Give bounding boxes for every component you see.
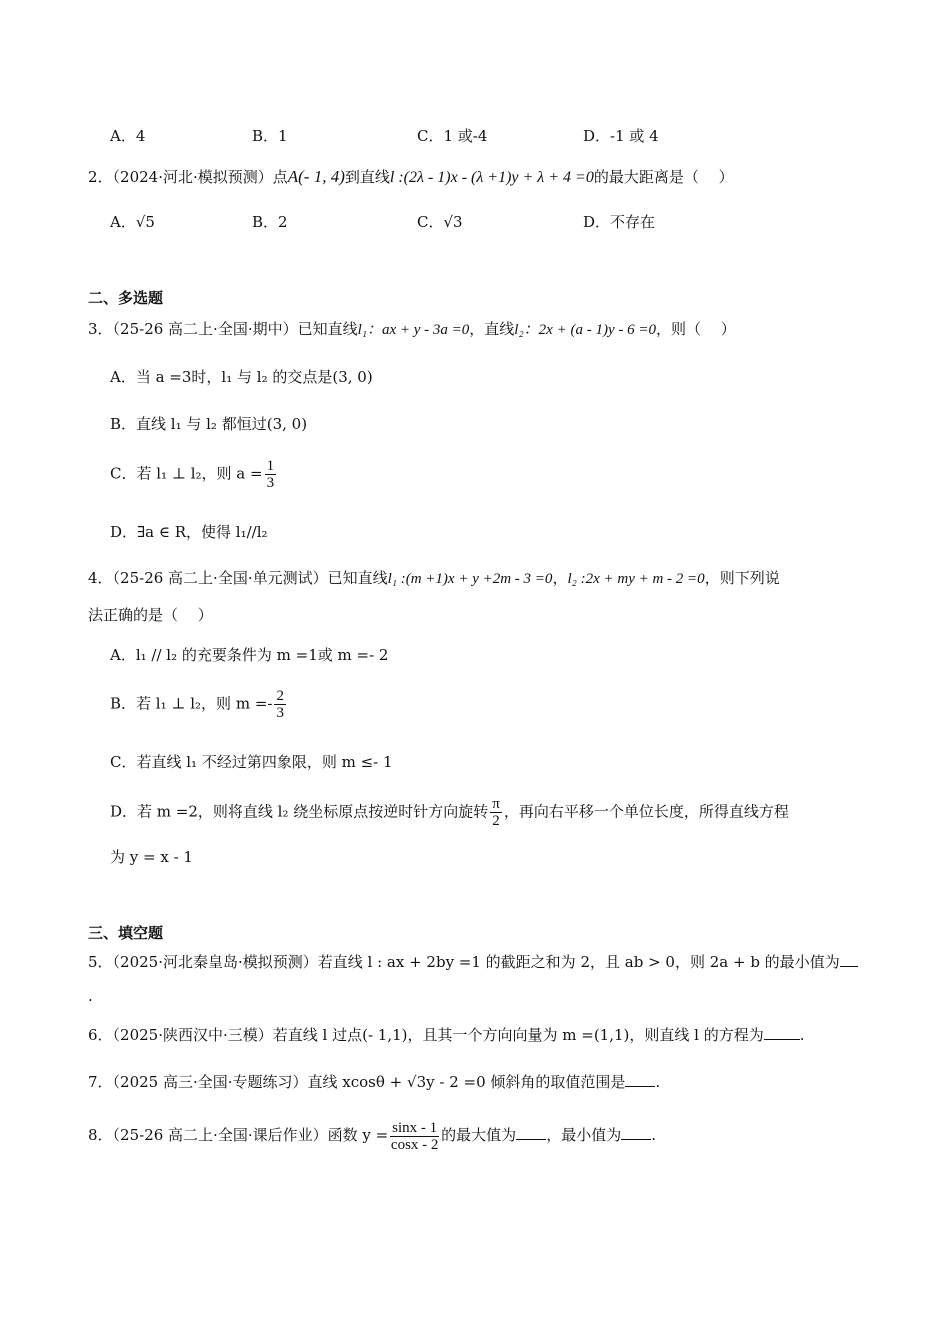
q1-option-d: D．-1 或 4	[583, 127, 659, 145]
q7-answer-blank[interactable]	[625, 1072, 655, 1087]
q8-stem: 8．（25-26 高二上·全国·课后作业）函数 y = $\frac{\sin x - 1}{\cos x - 2}$ 的最大值为 ，最小值为 .	[88, 1119, 656, 1153]
q5-answer-blank[interactable]	[840, 952, 858, 967]
q3-option-c: C．若 l₁ ⊥ l₂，则 a = $\frac{1}{3}$	[110, 458, 275, 491]
section-title-fill-blank: 三、填空题	[88, 924, 164, 942]
q4-option-a: A．l₁ // l₂ 的充要条件为 m =1或 m =- 2	[110, 646, 389, 664]
q4-option-d-line2: 为 y = x - 1	[110, 848, 193, 866]
q2-option-a: A．√5	[110, 213, 155, 231]
section-title-multi-choice: 二、多选题	[88, 289, 164, 307]
q4-stem-line2: 法正确的是（ ）	[88, 606, 213, 624]
q1-option-a: A．4	[110, 127, 146, 145]
q5-stem: 5．（2025·河北秦皇岛·模拟预测）若直线 l : ax + 2by =1 的截距之和为 2，且 ab > 0，则 2a + b 的最小值为	[88, 952, 858, 972]
q5-tail: .	[88, 987, 93, 1005]
q8-fraction: $\frac{\sin x - 1}{\cos x - 2}$	[390, 1119, 439, 1153]
q4-stem: 4．（25-26 高二上·全国·单元测试）已知直线l₁ :(m +1)x + y +2m - 3 =0，l₂ :2x + my + m - 2 =0，则下列说	[88, 569, 780, 587]
q6-answer-blank[interactable]	[764, 1025, 800, 1040]
q2-option-d: D．不存在	[583, 213, 656, 231]
q1-option-c: C．1 或-4	[417, 127, 488, 145]
q4-option-c: C．若直线 l₁ 不经过第四象限，则 m ≤- 1	[110, 753, 393, 771]
q4-b-fraction: $\frac{2}{3}$	[276, 688, 284, 721]
q1-option-b: B．1	[252, 127, 288, 145]
q2-option-b: B．2	[252, 213, 288, 231]
q4-d-fraction: $\frac{\pi}{2}$	[492, 796, 500, 829]
q3-stem: 3．（25-26 高二上·全国·期中）已知直线l₁：ax + y - 3a =0，直线l₂：2x + (a - 1)y - 6 =0，则（ ）	[88, 320, 736, 338]
q8-max-blank[interactable]	[516, 1125, 546, 1140]
q3-option-b: B．直线 l₁ 与 l₂ 都恒过(3, 0)	[110, 415, 308, 433]
q3-option-a: A．当 a =3时，l₁ 与 l₂ 的交点是(3, 0)	[110, 368, 373, 386]
q7-stem: 7．（2025 高三·全国·专题练习）直线 xcosθ + √3y - 2 =0 倾斜角的取值范围是 .	[88, 1073, 661, 1091]
q3-fraction: $\frac{1}{3}$	[266, 458, 275, 491]
q8-min-blank[interactable]	[621, 1125, 651, 1140]
q3-option-d: D．∃a ∈ R，使得 l₁//l₂	[110, 523, 268, 541]
q2-option-c: C．√3	[417, 213, 463, 231]
q4-option-b: B．若 l₁ ⊥ l₂，则 m =- $\frac{2}{3}$	[110, 688, 284, 721]
q6-stem: 6．（2025·陕西汉中·三模）若直线 l 过点(- 1,1)，且其一个方向向量为 m =(1,1)，则直线 l 的方程为 .	[88, 1026, 805, 1044]
q2-stem: 2．（2024·河北·模拟预测）点A(- 1, 4)到直线l :(2λ - 1)x - (λ +1)y + λ + 4 =0的最大距离是（ ）	[88, 167, 734, 186]
q4-option-d: D．若 m =2，则将直线 l₂ 绕坐标原点按逆时针方向旋转 $\frac{\pi}{2}$ ，再向右平移一个单位长度，所得直线方程	[110, 796, 789, 829]
